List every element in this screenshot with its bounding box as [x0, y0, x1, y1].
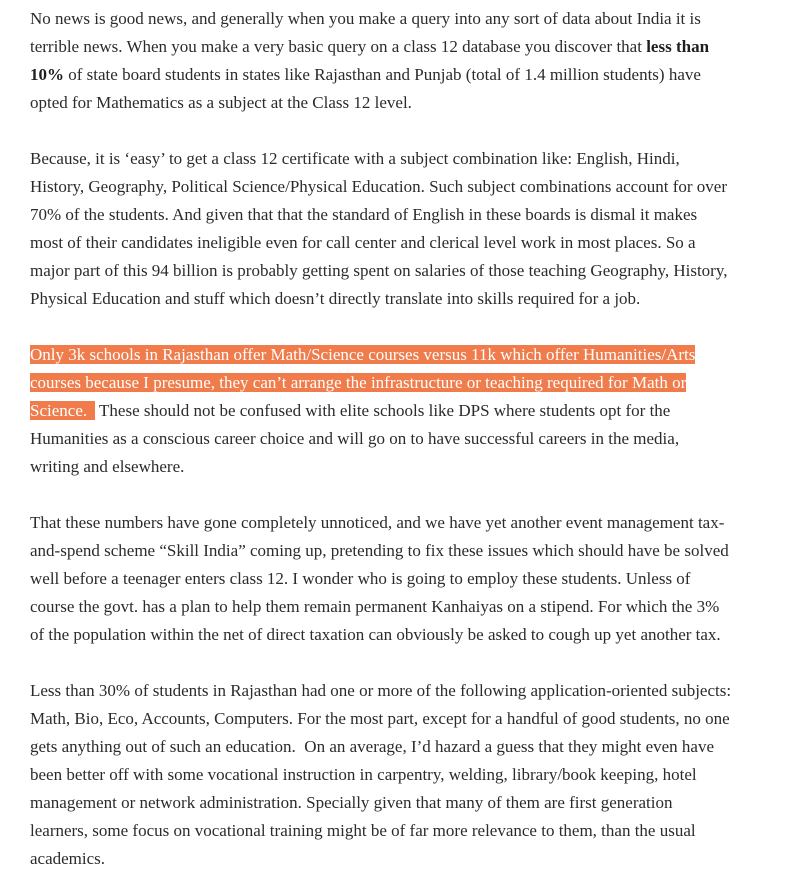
article-body	[30, 5, 732, 873]
emphasis-less-than-10-percent: less than 10%	[30, 37, 710, 84]
highlighted-text-selection[interactable]: Only 3k schools in Rajasthan offer Math/Science courses versus 11k which offer Humanities/Arts courses because I presume, they can’t arrange the infrastructure or teaching required for Math or Science.	[30, 345, 696, 420]
paragraph-school-counts	[30, 341, 732, 481]
paragraph-vocational-training: Less than 30% of students in Rajasthan had one or more of the following application-oriented subjects: Math, Bio, Eco, Accounts, Computers. For the most part, except for a handful of good students, no one gets anything out of such an education. On an average, I’d hazard a guess that they might even have been better off with some vocational instruction in carpentry, welding, library/book keeping, hotel management or network administration. Specially given that many of them are first generation learners, some focus on vocational training might be of far more relevance to them, than the usual academics.	[30, 681, 732, 868]
paragraph-math-enrollment	[30, 5, 732, 117]
paragraph-skill-india: That these numbers have gone completely unnoticed, and we have yet another event management tax-and-spend scheme “Skill India” coming up, pretending to fix these issues which should have be solved well before a teenager enters class 12. I wonder who is going to employ these students. Unless of course the govt. has a plan to help them remain permanent Kanhaiyas on a stipend. For which the 3% of the population within the net of direct taxation can obviously be asked to cough up yet another tax.	[30, 513, 729, 644]
paragraph-text: These should not be confused with elite schools like DPS where students opt for the Humanities as a conscious career choice and will go on to have successful careers in the media, writing and elsewhere.	[30, 401, 680, 476]
paragraph-text: No news is good news, and generally when you make a query into any sort of data about India it is terrible news. When you make a very basic query on a class 12 database you discover that	[30, 9, 701, 56]
paragraph-text: of state board students in states like Rajasthan and Punjab (total of 1.4 million students) have opted for Mathematics as a subject at the Class 12 level.	[30, 65, 701, 112]
paragraph-subject-combinations: Because, it is ‘easy’ to get a class 12 certificate with a subject combination like: English, Hindi, History, Geography, Political Science/Physical Education. Such subject combinations account for over 70% of the students. And given that that the standard of English in these boards is dismal it makes most of their candidates ineligible even for call center and clerical level work in most places. So a major part of this 94 billion is probably getting spent on salaries of those teaching Geography, History, Physical Education and stuff which doesn’t directly translate into skills required for a job.	[30, 149, 728, 308]
